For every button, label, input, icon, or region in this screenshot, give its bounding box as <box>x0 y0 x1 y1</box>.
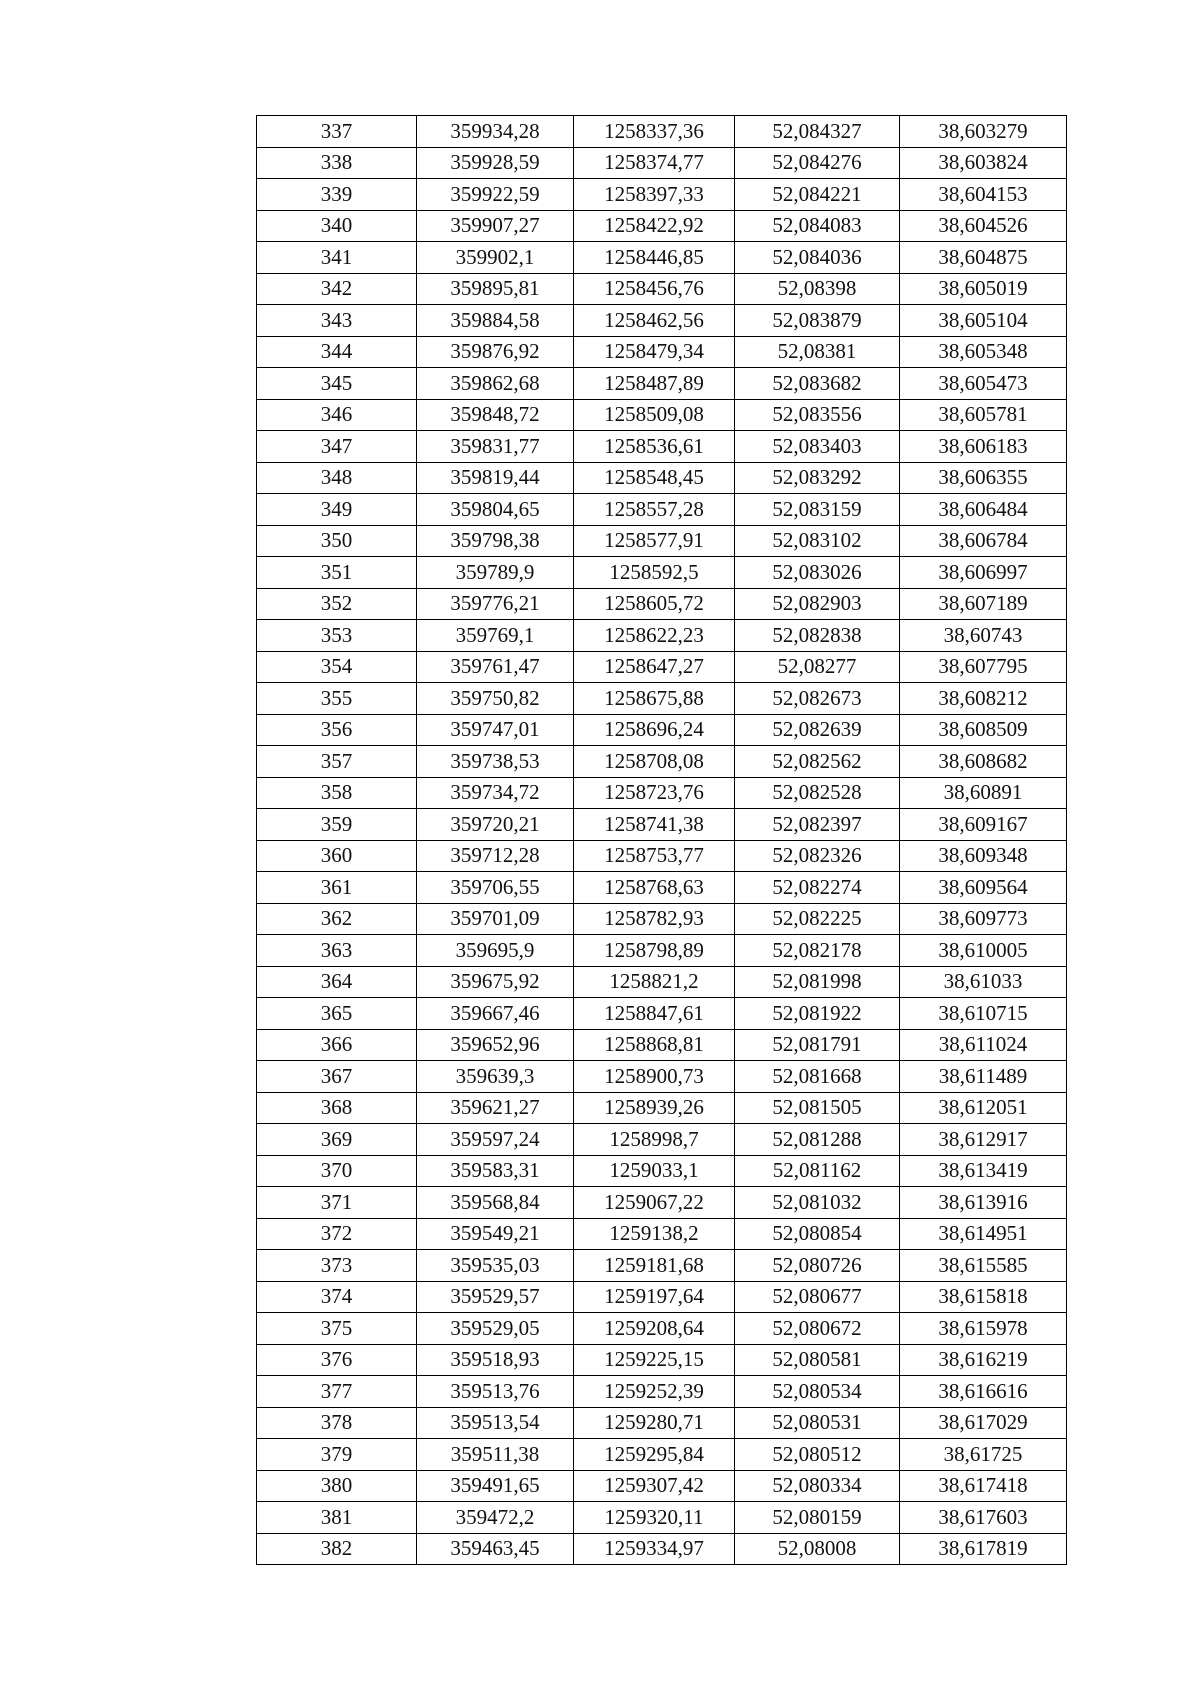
latitude-cell: 52,083159 <box>735 494 900 526</box>
point-number-cell: 338 <box>257 147 417 179</box>
x-coordinate-cell: 359922,59 <box>417 179 574 211</box>
longitude-cell: 38,606484 <box>900 494 1067 526</box>
latitude-cell: 52,08398 <box>735 273 900 305</box>
table-row <box>257 557 1067 589</box>
y-coordinate-cell: 1258708,08 <box>574 746 735 778</box>
latitude-cell: 52,081162 <box>735 1155 900 1187</box>
table-row <box>257 368 1067 400</box>
table-row <box>257 147 1067 179</box>
longitude-cell: 38,610715 <box>900 998 1067 1030</box>
table-row <box>257 1344 1067 1376</box>
point-number-cell: 355 <box>257 683 417 715</box>
table-row <box>257 1470 1067 1502</box>
point-number-cell: 357 <box>257 746 417 778</box>
x-coordinate-cell: 359884,58 <box>417 305 574 337</box>
y-coordinate-cell: 1258723,76 <box>574 777 735 809</box>
y-coordinate-cell: 1258753,77 <box>574 840 735 872</box>
longitude-cell: 38,605473 <box>900 368 1067 400</box>
y-coordinate-cell: 1258456,76 <box>574 273 735 305</box>
point-number-cell: 350 <box>257 525 417 557</box>
table-row <box>257 903 1067 935</box>
table-row <box>257 336 1067 368</box>
table-row <box>257 714 1067 746</box>
longitude-cell: 38,608682 <box>900 746 1067 778</box>
latitude-cell: 52,082225 <box>735 903 900 935</box>
point-number-cell: 378 <box>257 1407 417 1439</box>
x-coordinate-cell: 359597,24 <box>417 1124 574 1156</box>
x-coordinate-cell: 359862,68 <box>417 368 574 400</box>
y-coordinate-cell: 1259181,68 <box>574 1250 735 1282</box>
y-coordinate-cell: 1259295,84 <box>574 1439 735 1471</box>
y-coordinate-cell: 1258900,73 <box>574 1061 735 1093</box>
x-coordinate-cell: 359583,31 <box>417 1155 574 1187</box>
point-number-cell: 343 <box>257 305 417 337</box>
longitude-cell: 38,61033 <box>900 966 1067 998</box>
table-row <box>257 746 1067 778</box>
table-row <box>257 935 1067 967</box>
x-coordinate-cell: 359934,28 <box>417 116 574 148</box>
latitude-cell: 52,082639 <box>735 714 900 746</box>
y-coordinate-cell: 1258939,26 <box>574 1092 735 1124</box>
point-number-cell: 361 <box>257 872 417 904</box>
latitude-cell: 52,082673 <box>735 683 900 715</box>
point-number-cell: 381 <box>257 1502 417 1534</box>
point-number-cell: 374 <box>257 1281 417 1313</box>
x-coordinate-cell: 359472,2 <box>417 1502 574 1534</box>
y-coordinate-cell: 1258374,77 <box>574 147 735 179</box>
y-coordinate-cell: 1258557,28 <box>574 494 735 526</box>
longitude-cell: 38,60743 <box>900 620 1067 652</box>
table-row <box>257 494 1067 526</box>
latitude-cell: 52,084221 <box>735 179 900 211</box>
point-number-cell: 339 <box>257 179 417 211</box>
y-coordinate-cell: 1259138,2 <box>574 1218 735 1250</box>
latitude-cell: 52,083102 <box>735 525 900 557</box>
longitude-cell: 38,617819 <box>900 1533 1067 1565</box>
latitude-cell: 52,080672 <box>735 1313 900 1345</box>
y-coordinate-cell: 1258577,91 <box>574 525 735 557</box>
y-coordinate-cell: 1258868,81 <box>574 1029 735 1061</box>
x-coordinate-cell: 359738,53 <box>417 746 574 778</box>
longitude-cell: 38,605348 <box>900 336 1067 368</box>
y-coordinate-cell: 1258536,61 <box>574 431 735 463</box>
x-coordinate-cell: 359621,27 <box>417 1092 574 1124</box>
x-coordinate-cell: 359819,44 <box>417 462 574 494</box>
latitude-cell: 52,083556 <box>735 399 900 431</box>
longitude-cell: 38,615818 <box>900 1281 1067 1313</box>
y-coordinate-cell: 1258479,34 <box>574 336 735 368</box>
table-row <box>257 1187 1067 1219</box>
latitude-cell: 52,083879 <box>735 305 900 337</box>
point-number-cell: 362 <box>257 903 417 935</box>
table-row <box>257 116 1067 148</box>
longitude-cell: 38,615978 <box>900 1313 1067 1345</box>
coordinates-table <box>256 115 1067 1565</box>
longitude-cell: 38,61725 <box>900 1439 1067 1471</box>
point-number-cell: 365 <box>257 998 417 1030</box>
table-row <box>257 683 1067 715</box>
table-row <box>257 179 1067 211</box>
y-coordinate-cell: 1258622,23 <box>574 620 735 652</box>
longitude-cell: 38,60891 <box>900 777 1067 809</box>
point-number-cell: 340 <box>257 210 417 242</box>
x-coordinate-cell: 359907,27 <box>417 210 574 242</box>
coordinates-table-body <box>257 116 1067 1565</box>
table-row <box>257 777 1067 809</box>
table-row <box>257 588 1067 620</box>
point-number-cell: 346 <box>257 399 417 431</box>
longitude-cell: 38,612917 <box>900 1124 1067 1156</box>
y-coordinate-cell: 1259307,42 <box>574 1470 735 1502</box>
table-row <box>257 1376 1067 1408</box>
table-row <box>257 305 1067 337</box>
x-coordinate-cell: 359804,65 <box>417 494 574 526</box>
y-coordinate-cell: 1259208,64 <box>574 1313 735 1345</box>
x-coordinate-cell: 359720,21 <box>417 809 574 841</box>
table-row <box>257 1155 1067 1187</box>
x-coordinate-cell: 359831,77 <box>417 431 574 463</box>
point-number-cell: 345 <box>257 368 417 400</box>
latitude-cell: 52,080726 <box>735 1250 900 1282</box>
latitude-cell: 52,081668 <box>735 1061 900 1093</box>
y-coordinate-cell: 1258605,72 <box>574 588 735 620</box>
longitude-cell: 38,609348 <box>900 840 1067 872</box>
y-coordinate-cell: 1258592,5 <box>574 557 735 589</box>
point-number-cell: 372 <box>257 1218 417 1250</box>
longitude-cell: 38,617029 <box>900 1407 1067 1439</box>
x-coordinate-cell: 359535,03 <box>417 1250 574 1282</box>
longitude-cell: 38,608509 <box>900 714 1067 746</box>
point-number-cell: 380 <box>257 1470 417 1502</box>
longitude-cell: 38,606355 <box>900 462 1067 494</box>
point-number-cell: 353 <box>257 620 417 652</box>
x-coordinate-cell: 359639,3 <box>417 1061 574 1093</box>
longitude-cell: 38,614951 <box>900 1218 1067 1250</box>
table-row <box>257 1533 1067 1565</box>
y-coordinate-cell: 1258696,24 <box>574 714 735 746</box>
table-row <box>257 1061 1067 1093</box>
longitude-cell: 38,603824 <box>900 147 1067 179</box>
y-coordinate-cell: 1259225,15 <box>574 1344 735 1376</box>
x-coordinate-cell: 359549,21 <box>417 1218 574 1250</box>
latitude-cell: 52,08381 <box>735 336 900 368</box>
x-coordinate-cell: 359695,9 <box>417 935 574 967</box>
x-coordinate-cell: 359902,1 <box>417 242 574 274</box>
point-number-cell: 349 <box>257 494 417 526</box>
latitude-cell: 52,082397 <box>735 809 900 841</box>
table-row <box>257 462 1067 494</box>
point-number-cell: 347 <box>257 431 417 463</box>
x-coordinate-cell: 359463,45 <box>417 1533 574 1565</box>
point-number-cell: 348 <box>257 462 417 494</box>
table-row <box>257 1218 1067 1250</box>
y-coordinate-cell: 1258847,61 <box>574 998 735 1030</box>
table-row <box>257 1407 1067 1439</box>
longitude-cell: 38,606997 <box>900 557 1067 589</box>
x-coordinate-cell: 359529,57 <box>417 1281 574 1313</box>
x-coordinate-cell: 359876,92 <box>417 336 574 368</box>
longitude-cell: 38,606784 <box>900 525 1067 557</box>
x-coordinate-cell: 359789,9 <box>417 557 574 589</box>
latitude-cell: 52,08008 <box>735 1533 900 1565</box>
latitude-cell: 52,084036 <box>735 242 900 274</box>
point-number-cell: 367 <box>257 1061 417 1093</box>
table-row <box>257 431 1067 463</box>
longitude-cell: 38,606183 <box>900 431 1067 463</box>
longitude-cell: 38,605781 <box>900 399 1067 431</box>
x-coordinate-cell: 359928,59 <box>417 147 574 179</box>
y-coordinate-cell: 1258446,85 <box>574 242 735 274</box>
point-number-cell: 382 <box>257 1533 417 1565</box>
x-coordinate-cell: 359667,46 <box>417 998 574 1030</box>
y-coordinate-cell: 1258741,38 <box>574 809 735 841</box>
latitude-cell: 52,080677 <box>735 1281 900 1313</box>
table-row <box>257 966 1067 998</box>
point-number-cell: 342 <box>257 273 417 305</box>
point-number-cell: 379 <box>257 1439 417 1471</box>
table-row <box>257 840 1067 872</box>
point-number-cell: 351 <box>257 557 417 589</box>
latitude-cell: 52,080334 <box>735 1470 900 1502</box>
point-number-cell: 356 <box>257 714 417 746</box>
point-number-cell: 352 <box>257 588 417 620</box>
table-row <box>257 651 1067 683</box>
x-coordinate-cell: 359798,38 <box>417 525 574 557</box>
x-coordinate-cell: 359734,72 <box>417 777 574 809</box>
longitude-cell: 38,609773 <box>900 903 1067 935</box>
longitude-cell: 38,603279 <box>900 116 1067 148</box>
table-row <box>257 525 1067 557</box>
table-row <box>257 998 1067 1030</box>
y-coordinate-cell: 1259334,97 <box>574 1533 735 1565</box>
table-row <box>257 1439 1067 1471</box>
y-coordinate-cell: 1258647,27 <box>574 651 735 683</box>
longitude-cell: 38,609564 <box>900 872 1067 904</box>
table-row <box>257 1313 1067 1345</box>
latitude-cell: 52,082562 <box>735 746 900 778</box>
longitude-cell: 38,607795 <box>900 651 1067 683</box>
latitude-cell: 52,083292 <box>735 462 900 494</box>
latitude-cell: 52,082838 <box>735 620 900 652</box>
point-number-cell: 344 <box>257 336 417 368</box>
x-coordinate-cell: 359776,21 <box>417 588 574 620</box>
latitude-cell: 52,080581 <box>735 1344 900 1376</box>
latitude-cell: 52,083682 <box>735 368 900 400</box>
latitude-cell: 52,081505 <box>735 1092 900 1124</box>
latitude-cell: 52,081032 <box>735 1187 900 1219</box>
y-coordinate-cell: 1258548,45 <box>574 462 735 494</box>
x-coordinate-cell: 359701,09 <box>417 903 574 935</box>
table-row <box>257 242 1067 274</box>
latitude-cell: 52,081791 <box>735 1029 900 1061</box>
latitude-cell: 52,083403 <box>735 431 900 463</box>
longitude-cell: 38,607189 <box>900 588 1067 620</box>
longitude-cell: 38,611489 <box>900 1061 1067 1093</box>
y-coordinate-cell: 1258422,92 <box>574 210 735 242</box>
longitude-cell: 38,617603 <box>900 1502 1067 1534</box>
latitude-cell: 52,082326 <box>735 840 900 872</box>
latitude-cell: 52,084327 <box>735 116 900 148</box>
table-row <box>257 1281 1067 1313</box>
y-coordinate-cell: 1259197,64 <box>574 1281 735 1313</box>
latitude-cell: 52,080159 <box>735 1502 900 1534</box>
longitude-cell: 38,613419 <box>900 1155 1067 1187</box>
table-row <box>257 210 1067 242</box>
longitude-cell: 38,605019 <box>900 273 1067 305</box>
y-coordinate-cell: 1259320,11 <box>574 1502 735 1534</box>
point-number-cell: 363 <box>257 935 417 967</box>
latitude-cell: 52,084276 <box>735 147 900 179</box>
table-row <box>257 1029 1067 1061</box>
y-coordinate-cell: 1258782,93 <box>574 903 735 935</box>
longitude-cell: 38,604526 <box>900 210 1067 242</box>
longitude-cell: 38,609167 <box>900 809 1067 841</box>
point-number-cell: 364 <box>257 966 417 998</box>
x-coordinate-cell: 359712,28 <box>417 840 574 872</box>
longitude-cell: 38,617418 <box>900 1470 1067 1502</box>
point-number-cell: 370 <box>257 1155 417 1187</box>
point-number-cell: 368 <box>257 1092 417 1124</box>
y-coordinate-cell: 1258509,08 <box>574 399 735 431</box>
x-coordinate-cell: 359747,01 <box>417 714 574 746</box>
longitude-cell: 38,611024 <box>900 1029 1067 1061</box>
x-coordinate-cell: 359511,38 <box>417 1439 574 1471</box>
latitude-cell: 52,082178 <box>735 935 900 967</box>
x-coordinate-cell: 359895,81 <box>417 273 574 305</box>
table-row <box>257 1250 1067 1282</box>
point-number-cell: 341 <box>257 242 417 274</box>
latitude-cell: 52,082528 <box>735 777 900 809</box>
y-coordinate-cell: 1258462,56 <box>574 305 735 337</box>
y-coordinate-cell: 1259252,39 <box>574 1376 735 1408</box>
y-coordinate-cell: 1258397,33 <box>574 179 735 211</box>
x-coordinate-cell: 359652,96 <box>417 1029 574 1061</box>
x-coordinate-cell: 359750,82 <box>417 683 574 715</box>
x-coordinate-cell: 359568,84 <box>417 1187 574 1219</box>
x-coordinate-cell: 359491,65 <box>417 1470 574 1502</box>
table-row <box>257 872 1067 904</box>
table-row <box>257 399 1067 431</box>
point-number-cell: 375 <box>257 1313 417 1345</box>
latitude-cell: 52,082274 <box>735 872 900 904</box>
latitude-cell: 52,080534 <box>735 1376 900 1408</box>
y-coordinate-cell: 1258487,89 <box>574 368 735 400</box>
latitude-cell: 52,081922 <box>735 998 900 1030</box>
table-row <box>257 809 1067 841</box>
point-number-cell: 354 <box>257 651 417 683</box>
table-row <box>257 1092 1067 1124</box>
y-coordinate-cell: 1258675,88 <box>574 683 735 715</box>
y-coordinate-cell: 1258768,63 <box>574 872 735 904</box>
latitude-cell: 52,081288 <box>735 1124 900 1156</box>
latitude-cell: 52,083026 <box>735 557 900 589</box>
y-coordinate-cell: 1259033,1 <box>574 1155 735 1187</box>
y-coordinate-cell: 1258337,36 <box>574 116 735 148</box>
y-coordinate-cell: 1259067,22 <box>574 1187 735 1219</box>
x-coordinate-cell: 359513,54 <box>417 1407 574 1439</box>
x-coordinate-cell: 359513,76 <box>417 1376 574 1408</box>
longitude-cell: 38,615585 <box>900 1250 1067 1282</box>
longitude-cell: 38,604153 <box>900 179 1067 211</box>
point-number-cell: 360 <box>257 840 417 872</box>
table-row <box>257 620 1067 652</box>
longitude-cell: 38,616219 <box>900 1344 1067 1376</box>
point-number-cell: 376 <box>257 1344 417 1376</box>
point-number-cell: 337 <box>257 116 417 148</box>
y-coordinate-cell: 1259280,71 <box>574 1407 735 1439</box>
longitude-cell: 38,608212 <box>900 683 1067 715</box>
x-coordinate-cell: 359675,92 <box>417 966 574 998</box>
x-coordinate-cell: 359769,1 <box>417 620 574 652</box>
y-coordinate-cell: 1258998,7 <box>574 1124 735 1156</box>
latitude-cell: 52,080531 <box>735 1407 900 1439</box>
longitude-cell: 38,616616 <box>900 1376 1067 1408</box>
longitude-cell: 38,612051 <box>900 1092 1067 1124</box>
longitude-cell: 38,613916 <box>900 1187 1067 1219</box>
point-number-cell: 373 <box>257 1250 417 1282</box>
x-coordinate-cell: 359761,47 <box>417 651 574 683</box>
latitude-cell: 52,081998 <box>735 966 900 998</box>
latitude-cell: 52,082903 <box>735 588 900 620</box>
point-number-cell: 377 <box>257 1376 417 1408</box>
latitude-cell: 52,08277 <box>735 651 900 683</box>
table-row <box>257 1502 1067 1534</box>
latitude-cell: 52,080512 <box>735 1439 900 1471</box>
x-coordinate-cell: 359706,55 <box>417 872 574 904</box>
latitude-cell: 52,084083 <box>735 210 900 242</box>
point-number-cell: 358 <box>257 777 417 809</box>
longitude-cell: 38,604875 <box>900 242 1067 274</box>
point-number-cell: 371 <box>257 1187 417 1219</box>
point-number-cell: 359 <box>257 809 417 841</box>
longitude-cell: 38,605104 <box>900 305 1067 337</box>
latitude-cell: 52,080854 <box>735 1218 900 1250</box>
y-coordinate-cell: 1258798,89 <box>574 935 735 967</box>
x-coordinate-cell: 359848,72 <box>417 399 574 431</box>
y-coordinate-cell: 1258821,2 <box>574 966 735 998</box>
table-row <box>257 1124 1067 1156</box>
point-number-cell: 366 <box>257 1029 417 1061</box>
table-row <box>257 273 1067 305</box>
x-coordinate-cell: 359518,93 <box>417 1344 574 1376</box>
point-number-cell: 369 <box>257 1124 417 1156</box>
longitude-cell: 38,610005 <box>900 935 1067 967</box>
x-coordinate-cell: 359529,05 <box>417 1313 574 1345</box>
